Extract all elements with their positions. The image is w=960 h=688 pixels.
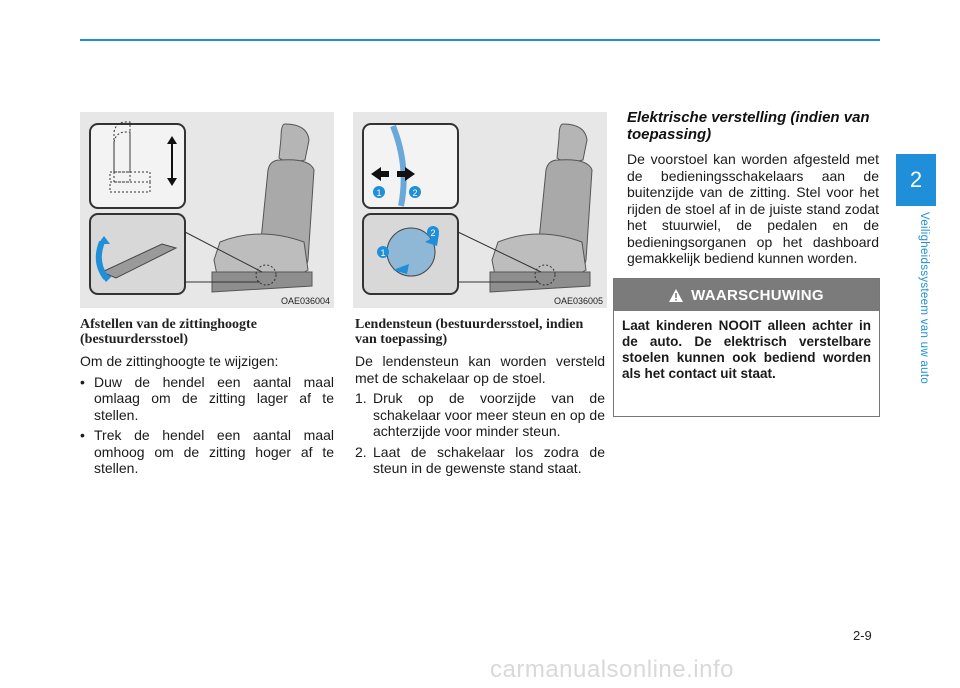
- inset-seat-outline: [90, 124, 185, 208]
- warning-text: Laat kinderen NOOIT alleen achter in de auto. De elektrisch verstelbare stoelen kunnen ook bediend worden als het contact uit staat.: [622, 318, 871, 381]
- warning-triangle-icon: [669, 289, 683, 302]
- label-2-closeup: 2: [430, 228, 436, 238]
- watermark: carmanualsonline.info: [490, 656, 734, 683]
- warning-header: [614, 279, 879, 311]
- figure-code: OAE036005: [553, 296, 603, 306]
- label-1: 1: [376, 188, 382, 198]
- warning-box: [613, 278, 880, 417]
- seat-icon: [212, 124, 314, 292]
- lumbar-switch: [387, 228, 435, 276]
- bullet-list: [80, 374, 334, 477]
- electric-adjust-section: [627, 109, 879, 271]
- list-item: • Duw de hendel een aantal maal omlaag om de zitting lager af te stellen.: [80, 373, 334, 423]
- intro-text: Om de zittinghoogte te wijzigen:: [80, 353, 279, 369]
- lumbar-section: [355, 317, 605, 481]
- inset-lever-closeup: [90, 214, 185, 294]
- list-item: 1. Druk op de voorzijde van de schakelaar voor meer steun en op de achterzijde voor minder steun.: [355, 390, 605, 439]
- list-item: 2. Laat de schakelaar los zodra de steun in de gewenste stand staat.: [355, 443, 605, 476]
- page-number: 2-9: [853, 628, 872, 643]
- label-2: 2: [412, 188, 418, 198]
- body-text: De voorstoel kan worden afgesteld met de bedieningsschakelaars aan de buitenzijde van de zitting. Stel voor het rijden de stoel af in de juiste stand zodat het stuurwiel, de pedalen en de bedieningsorganen op het dashboard gemakkelijk bediend kunnen worden.: [627, 151, 879, 266]
- seat-icon: [490, 124, 592, 292]
- list-item: • Trek de hendel een aantal maal omhoog om de zitting hoger af te stellen.: [80, 427, 334, 476]
- seat-height-illustration: [80, 112, 334, 308]
- section-heading: Elektrische verstelling (indien van toepassing): [627, 109, 870, 143]
- figure-code: OAE036004: [280, 296, 330, 306]
- step-list: [355, 390, 605, 477]
- chapter-title: Veiligheidssysteem van uw auto: [918, 212, 930, 385]
- chapter-tab: [896, 154, 936, 206]
- label-1-closeup: 1: [380, 248, 386, 258]
- intro-text: De lendensteun kan worden versteld met de schakelaar op de stoel.: [355, 353, 605, 386]
- seat-height-section: [80, 317, 334, 481]
- lumbar-support-figure: [353, 112, 607, 308]
- section-heading: Afstellen van de zittinghoogte (bestuurdersstoel): [80, 317, 257, 347]
- header-rule: [80, 39, 880, 41]
- lumbar-illustration: [353, 112, 607, 308]
- chapter-number: 2: [909, 167, 923, 192]
- seat-height-figure: [80, 112, 334, 308]
- section-heading: Lendensteun (bestuurdersstoel, indien van toepassing): [355, 317, 584, 347]
- warning-title: WAARSCHUWING: [691, 286, 824, 304]
